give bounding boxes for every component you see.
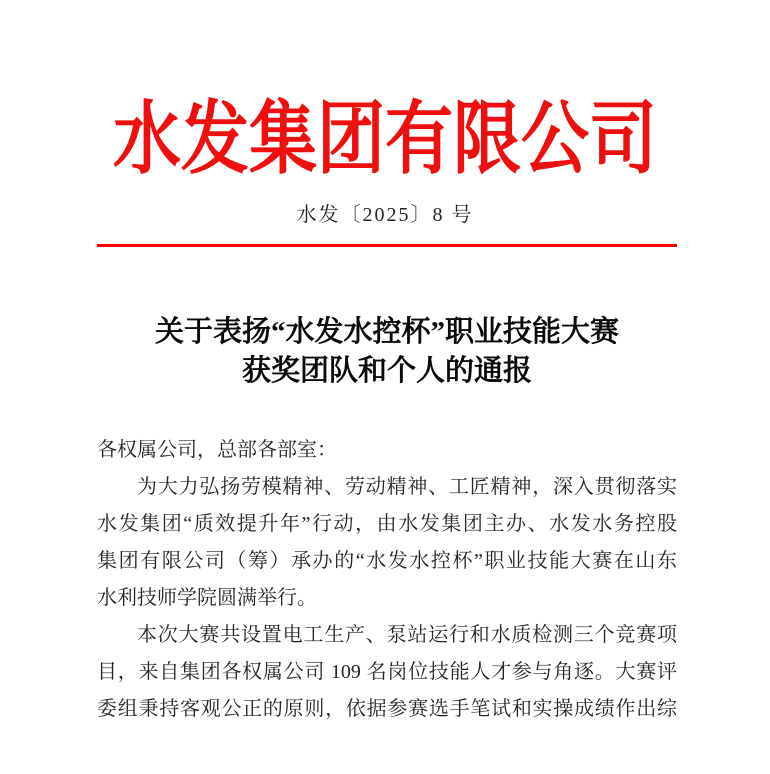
document-content xyxy=(0,244,770,728)
document-number: 水发〔2025〕8 号 xyxy=(296,204,474,226)
notice-title-line-1: 关于表扬“水发水控杯”职业技能大赛 xyxy=(154,316,619,348)
body-line: 本次大赛共设置电工生产、泵站运行和水质检测三个竞赛项 xyxy=(137,624,677,646)
body-line: 为大力弘扬劳模精神、劳动精神、工匠精神，深入贯彻落实 xyxy=(137,476,677,498)
body-line: 集团有限公司（筹）承办的“水发水控杯”职业技能大赛在山东 xyxy=(97,550,677,572)
notice-title xyxy=(97,313,677,391)
body-line: 水利技师学院圆满举行。 xyxy=(97,587,317,609)
salutation: 各权属公司，总部各部室： xyxy=(97,439,337,461)
body-line: 水发集团“质效提升年”行动，由水发集团主办、水发水务控股 xyxy=(97,513,677,535)
body-line: 委组秉持客观公正的原则，依据参赛选手笔试和实操成绩作出综 xyxy=(97,698,677,720)
body-line: 目，来自集团各权属公司 109 名岗位技能人才参与角逐。大赛评 xyxy=(97,661,677,683)
red-divider-line xyxy=(97,244,677,247)
company-name-title: 水发集团有限公司 xyxy=(112,94,657,184)
letterhead xyxy=(0,0,770,184)
notice-title-line-2: 获奖团队和个人的通报 xyxy=(241,355,532,387)
